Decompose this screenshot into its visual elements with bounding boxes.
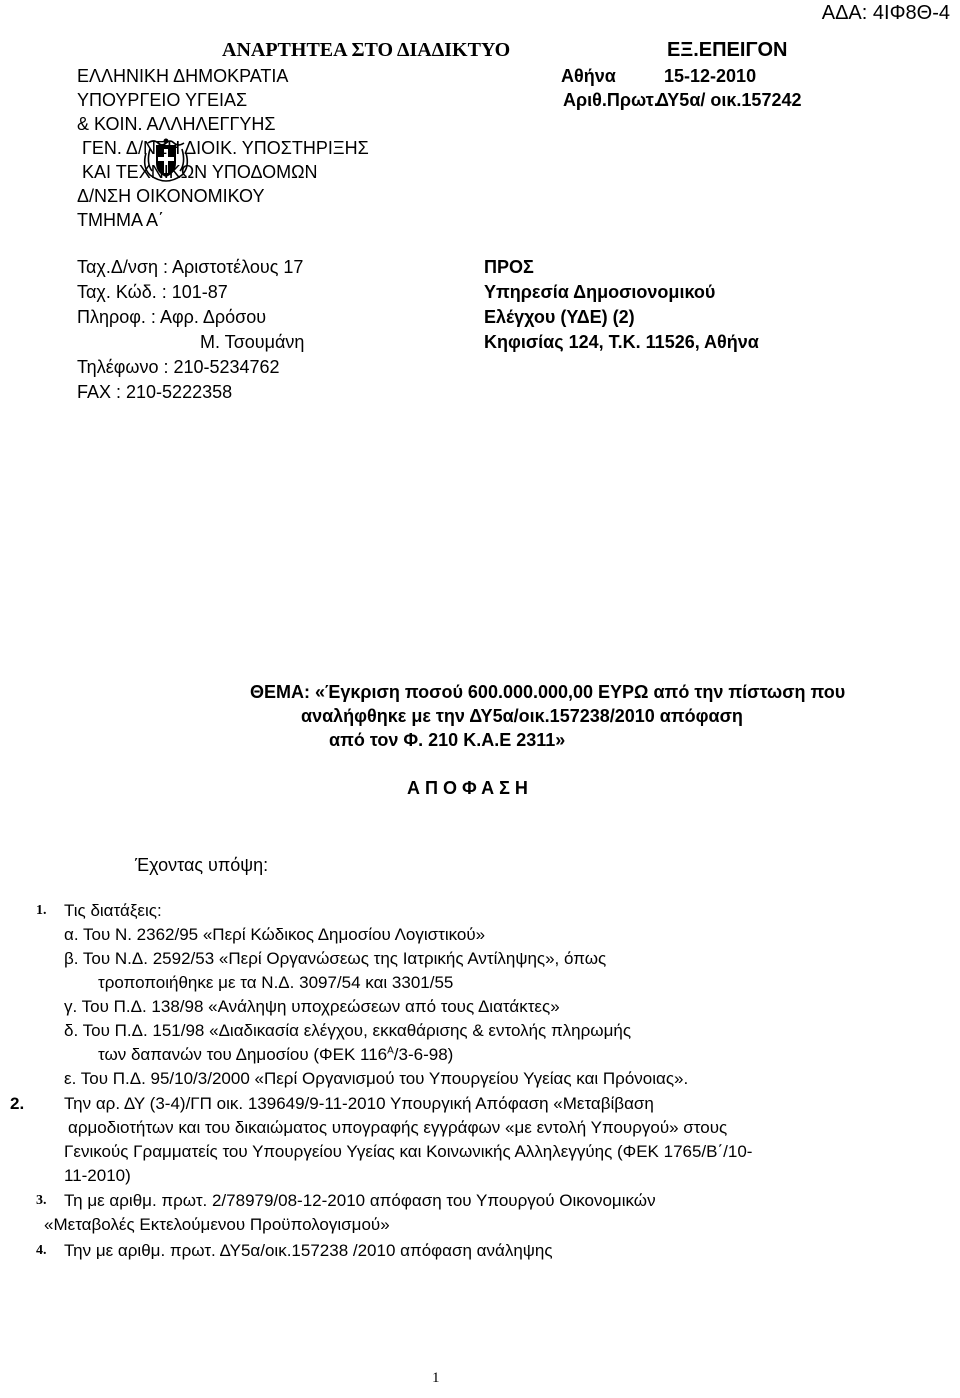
contact-address: Ταχ.Δ/νση : Αριστοτέλους 17	[77, 257, 304, 277]
recipient-line-1: Υπηρεσία Δημοσιονομικού	[484, 282, 716, 302]
considering-label: Έχοντας υπόψη:	[135, 855, 269, 875]
item-1a: α. Του Ν. 2362/95 «Περί Κώδικος Δημοσίου Λογιστικού»	[64, 925, 486, 944]
item-number-4: 4.	[36, 1243, 47, 1258]
item-1-text: Τις διατάξεις:	[64, 901, 162, 920]
item-number-2: 2.	[10, 1094, 25, 1113]
recipient-line-3: Κηφισίας 124, Τ.Κ. 11526, Αθήνα	[484, 332, 759, 352]
issuer-line-2: ΥΠΟΥΡΓΕΙΟ ΥΓΕΙΑΣ	[77, 90, 248, 110]
contact-postcode: Ταχ. Κώδ. : 101-87	[77, 282, 228, 302]
item-2-line-2: αρμοδιοτήτων και του δικαιώματος υπογραφής εγγράφων «με εντολή Υπουργού» στους	[68, 1118, 728, 1137]
item-2-line-3: Γενικούς Γραμματείς του Υπουργείου Υγείας και Κοινωνικής Αλληλεγγύης (ΦΕΚ 1765/Β΄/10-	[64, 1142, 753, 1161]
item-1c: γ. Του Π.Δ. 138/98 «Ανάληψη υποχρεώσεων από τους Διατάκτες»	[64, 997, 560, 1016]
item-number-3: 3.	[36, 1193, 47, 1208]
contact-fax: FAX : 210-5222358	[77, 382, 233, 402]
subject-line-2: αναλήφθηκε με την ΔΥ5α/οικ.157238/2010 απόφαση	[301, 706, 743, 726]
item-number-1: 1.	[36, 903, 47, 918]
item-4-text: Την με αριθμ. πρωτ. ΔΥ5α/οικ.157238 /2010 απόφαση ανάληψης	[64, 1241, 553, 1260]
issuer-line-3: & ΚΟΙΝ. ΑΛΛΗΛΕΓΓΥΗΣ	[77, 114, 276, 134]
recipient-line-2: Ελέγχου (ΥΔΕ) (2)	[484, 307, 635, 327]
decision-title: Α Π Ο Φ Α Σ Η	[407, 778, 528, 798]
urgent-label: ΕΞ.ΕΠΕΙΓΟΝ	[667, 39, 788, 61]
issuer-line-4: ΓΕΝ. Δ/ΝΣΗ ΔΙΟΙΚ. ΥΠΟΣΤΗΡΙΞΗΣ	[82, 138, 369, 158]
contact-info: Πληροφ. : Αφρ. Δρόσου	[77, 307, 267, 327]
item-1e: ε. Του Π.Δ. 95/10/3/2000 «Περί Οργανισμού του Υπουργείου Υγείας και Πρόνοιας».	[64, 1069, 689, 1088]
ada-code: ΑΔΑ: 4ΙΦ8Θ-4	[821, 2, 950, 24]
item-1d-line-2-a: των δαπανών του Δημοσίου (ΦΕΚ 116	[98, 1045, 388, 1064]
item-3-line-1: Τη με αριθμ. πρωτ. 2/78979/08-12-2010 απόφαση του Υπουργού Οικονομικών	[64, 1191, 656, 1210]
item-2-line-1: Την αρ. ΔΥ (3-4)/ΓΠ οικ. 139649/9-11-2010 Υπουργική Απόφαση «Μεταβίβαση	[64, 1094, 654, 1113]
item-1b-line-2: τροποποιήθηκε με τα Ν.Δ. 3097/54 και 3301/55	[98, 973, 454, 992]
protocol-label: Αριθ.Πρωτ.	[563, 90, 659, 110]
item-1b-line-1: β. Του Ν.Δ. 2592/53 «Περί Οργανώσεως της Ιατρικής Αντίληψης», όπως	[64, 949, 607, 968]
item-2-line-4: 11-2010)	[64, 1166, 131, 1185]
post-online-label: ΑΝΑΡΤΗΤΕΑ ΣΤΟ ΔΙΑΔΙΚΤΥΟ	[222, 39, 511, 61]
item-3-line-2: «Μεταβολές Εκτελούμενου Προϋπολογισμού»	[44, 1215, 390, 1234]
issuer-line-5: ΚΑΙ ΤΕΧΝΙΚΩΝ ΥΠΟΔΟΜΩΝ	[82, 162, 318, 182]
date-label: Αθήνα	[561, 66, 616, 86]
subject-line-1: ΘΕΜΑ: «Έγκριση ποσού 600.000.000,00 ΕΥΡΩ από την πίστωση που	[250, 682, 846, 702]
issuer-line-7: ΤΜΗΜΑ Α΄	[77, 210, 165, 230]
item-1d-line-2-b: /3-6-98)	[393, 1045, 454, 1064]
item-1d-line-2	[98, 1045, 453, 1065]
recipient-to: ΠΡΟΣ	[484, 257, 534, 277]
item-1d-line-1: δ. Του Π.Δ. 151/98 «Διαδικασία ελέγχου, εκκαθάρισης & εντολής πληρωμής	[64, 1021, 632, 1040]
issuer-line-6: Δ/ΝΣΗ ΟΙΚΟΝΟΜΙΚΟΥ	[77, 186, 265, 206]
item-1d-superscript: Α	[387, 1045, 394, 1057]
page-number: 1	[432, 1370, 440, 1386]
contact-phone: Τηλέφωνο : 210-5234762	[77, 357, 280, 377]
contact-info-2: Μ. Τσουμάνη	[200, 332, 305, 352]
protocol-value: ΔΥ5α/ οικ.157242	[656, 90, 802, 110]
subject-line-3: από τον Φ. 210 Κ.Α.Ε 2311»	[329, 730, 566, 750]
issuer-line-1: ΕΛΛΗΝΙΚΗ ΔΗΜΟΚΡΑΤΙΑ	[77, 66, 289, 86]
date-value: 15-12-2010	[664, 66, 757, 86]
